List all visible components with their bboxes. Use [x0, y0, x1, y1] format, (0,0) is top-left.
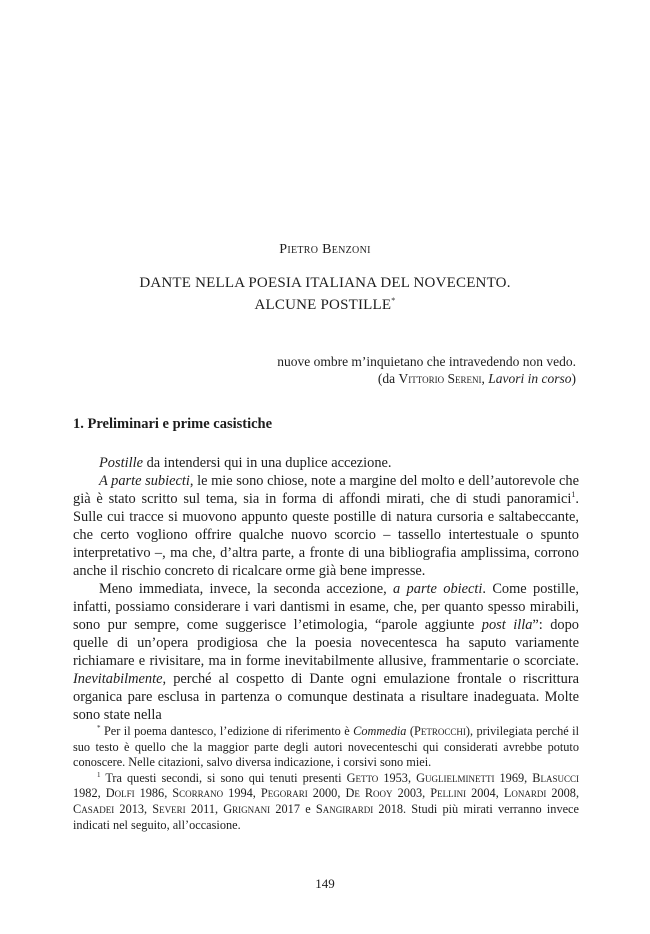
title-footnote-mark: * [391, 296, 396, 305]
article-title [0, 274, 650, 314]
page-number: 149 [315, 876, 335, 891]
epigraph [277, 353, 576, 387]
body-text [73, 454, 579, 724]
epigraph-author: Vittorio Sereni [398, 371, 482, 386]
paragraph-2: A parte subiecti, le mie sono chiose, note a margine del molto e dell’autorevole che già è stato scritto sul tema, sia in forma di affondi mirati, che di studi panoramici$^1$. Sulle cui tracce si muovono appunto queste postille di natura cursoria e saltabeccante, che certo vogliono offrire qualche nuovo scorcio – tassello intertestuale o spunto interpretativo –, ma che, d’altra parte, a fronte di una bibliografia amplissima, corrono anche il rischio concreto di ricalcare orme già bene impresse. [73, 473, 579, 579]
paragraph-1: Postille da intendersi qui in una duplice accezione. [99, 455, 392, 471]
footnotes [73, 724, 579, 833]
footnote-1: $^1$ Tra questi secondi, si sono qui tenuti presenti Getto 1953, Guglielminetti 1969, Blasucci 1982, Dolfi 1986, Scorrano 1994, Pegorari 2000, De Rooy 2003, Pellini 2004, Lonardi 2008, Casadei 2013, Severi 2011, Grignani 2017 e Sangirardi 2018. Studi più mirati verranno invece indicati nel seguito, all’occasione. [73, 770, 580, 832]
epigraph-quote: nuove ombre m’inquietano che intravedendo non vedo. [277, 354, 576, 369]
epigraph-source: (da Vittorio Sereni, Lavori in corso) [377, 371, 576, 386]
author-name: Pietro Benzoni [279, 242, 371, 257]
epigraph-work: Lavori in corso [488, 371, 572, 386]
footnote-ref-1[interactable]: 1 [571, 490, 576, 499]
footnote-star: * Per il poema dantesco, l’edizione di riferimento è Commedia (Petrocchi), privilegiata perché il suo testo è quello che la maggior parte degli autori novecenteschi qui considerati avrebbe potuto conoscere. Nelle citazioni, salvo diversa indicazione, i corsivi sono miei. [73, 724, 579, 770]
section-heading: 1. Preliminari e prime casistiche [73, 416, 273, 432]
title-line-1: DANTE NELLA POESIA ITALIANA DEL NOVECENTO. [139, 275, 511, 291]
paragraph-3: Meno immediata, invece, la seconda accezione, a parte obiecti. Come postille, infatti, possiamo considerare i vari dantismi in esame, che, per quanto spesso mirabili, sono pur sempre, come suggerisce l’etimologia, “parole aggiunte post illa”: dopo quelle di un’opera prodigiosa che la poesia novecentesca ha saputo variamente richiamare e rivisitare, ma in forme inevitabilmente allusive, frammentarie o scorciate. Inevitabilmente, perché al cospetto di Dante ogni emulazione frontale o riscrittura organica pare esclusa in partenza o comunque destinata a risultare inadeguata. Molte sono state nella [73, 581, 579, 723]
title-line-2: ALCUNE POSTILLE* [254, 296, 396, 313]
